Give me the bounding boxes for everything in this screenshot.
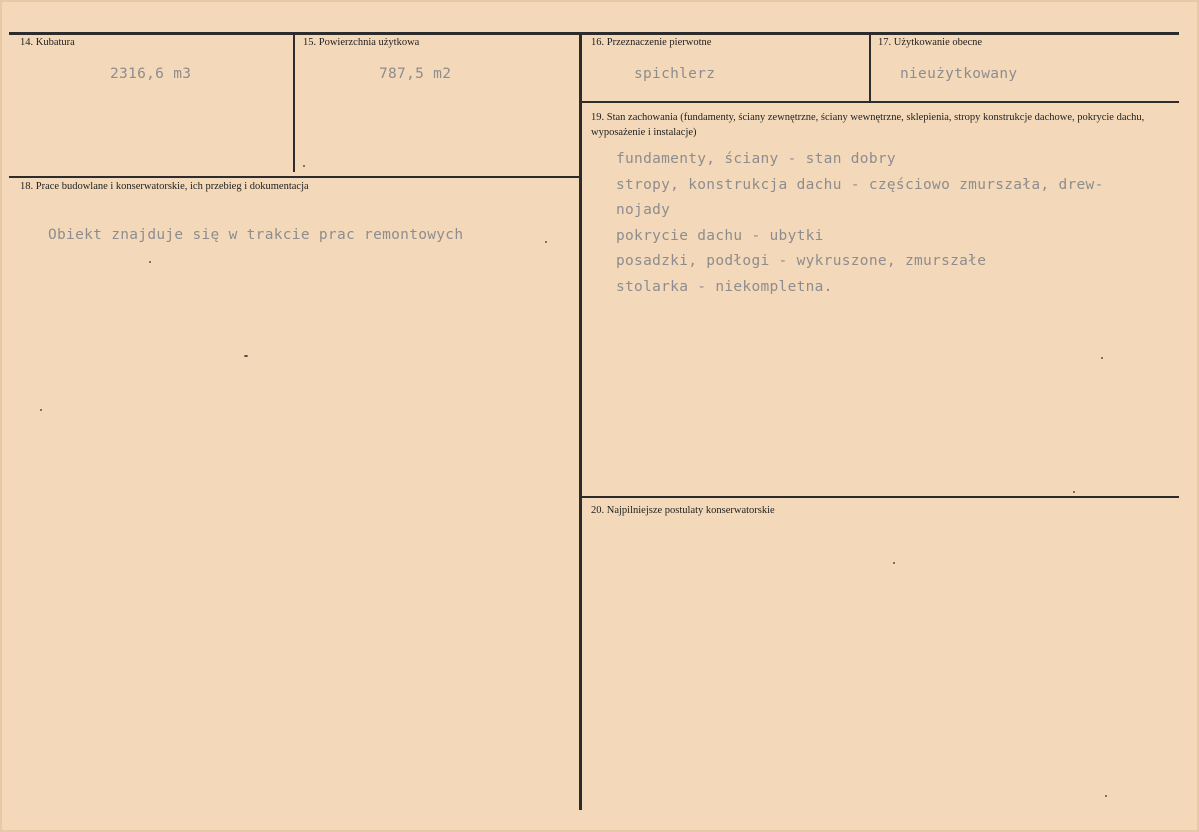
field19-label: 19. Stan zachowania (fundamenty, ściany zewnętrzne, ściany wewnętrzne, sklepienia, stropy konstrukcje dachowe, pokrycie dachu, wyposażenie i instalacje)	[591, 112, 1145, 138]
field16-value: spichlerz	[634, 66, 716, 82]
field17-value: nieużytkowany	[900, 66, 1018, 82]
paper-speck	[244, 355, 248, 357]
field19-lines	[616, 147, 1104, 300]
rule-under-16-17	[581, 101, 1179, 103]
paper-speck	[149, 261, 151, 263]
field14-value: 2316,6 m3	[110, 66, 192, 82]
field17-label: 17. Użytkowanie obecne	[878, 37, 983, 48]
condition-line: pokrycie dachu - ubytki	[616, 227, 824, 244]
paper-speck	[1073, 491, 1075, 493]
divider-14-15	[293, 34, 295, 172]
condition-line: nojady	[616, 202, 671, 218]
field16-label: 16. Przeznaczenie pierwotne	[591, 37, 712, 48]
rule-under-14-15	[9, 176, 580, 178]
center-divider	[579, 34, 582, 810]
paper-speck	[1105, 795, 1107, 797]
paper-speck	[545, 241, 547, 243]
condition-line: stropy, konstrukcja dachu - częściowo zmurszała, drew-	[616, 176, 1104, 193]
field14-label: 14. Kubatura	[20, 37, 75, 48]
paper-speck	[40, 409, 42, 411]
field20-label: 20. Najpilniejsze postulaty konserwatorskie	[591, 505, 775, 516]
paper-speck	[1101, 357, 1103, 359]
field18-label: 18. Prace budowlane i konserwatorskie, ich przebieg i dokumentacja	[20, 181, 309, 192]
rule-above-20	[581, 496, 1179, 498]
condition-line: stolarka - niekompletna.	[616, 278, 833, 295]
paper-speck	[893, 562, 895, 564]
condition-line: fundamenty, ściany - stan dobry	[616, 151, 896, 167]
field15-value: 787,5 m2	[379, 66, 452, 82]
condition-line: posadzki, podłogi - wykruszone, zmurszałe	[616, 253, 987, 269]
field18-value: Obiekt znajduje się w trakcie prac remontowych	[48, 227, 464, 243]
divider-16-17	[869, 34, 871, 102]
paper-speck	[303, 165, 305, 167]
top-rule	[9, 32, 1179, 35]
field15-label: 15. Powierzchnia użytkowa	[303, 37, 420, 48]
